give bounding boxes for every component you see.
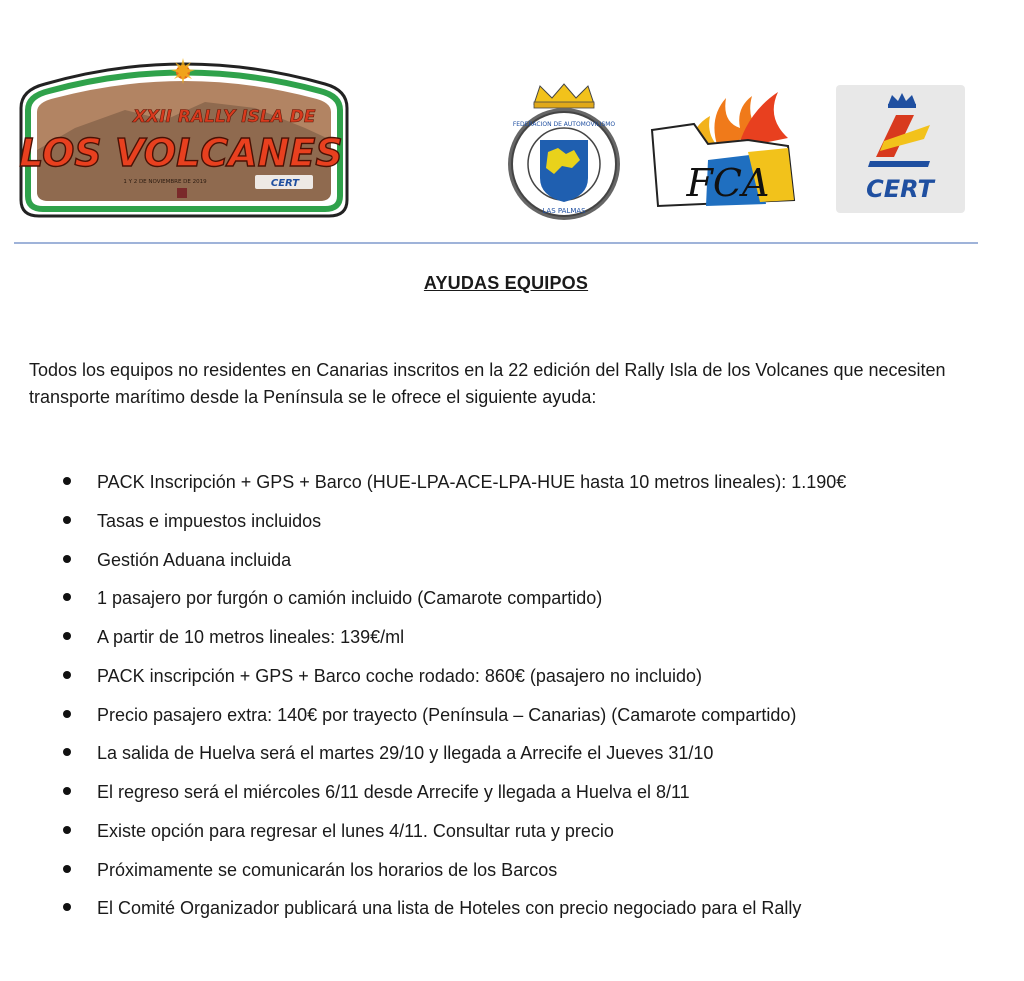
rally-title-main: LOS VOLCANES (19, 131, 343, 175)
list-item-text: A partir de 10 metros lineales: 139€/ml (97, 627, 405, 647)
benefits-list (0, 468, 1024, 933)
bullet-icon (63, 865, 71, 873)
document-header (0, 0, 1024, 250)
list-item (0, 584, 1024, 623)
list-item-text: Precio pasajero extra: 140€ por trayecto (Península – Canarias) (Camarote compartido) (97, 704, 797, 725)
fed-text-bottom: LAS PALMAS (542, 207, 586, 215)
federation-logo (500, 82, 628, 222)
list-item (0, 817, 1024, 856)
list-item-text: Gestión Aduana incluida (97, 549, 292, 570)
page-title: AYUDAS EQUIPOS (423, 273, 589, 293)
bullet-icon (63, 555, 71, 563)
list-item (0, 894, 1024, 933)
list-item-text: PACK Inscripción + GPS + Barco (HUE-LPA-ACE-LPA-HUE hasta 10 metros lineales): 1.190€ (97, 472, 847, 492)
list-item-text: 1 pasajero por furgón o camión incluido (Camarote compartido) (97, 588, 603, 609)
list-item (0, 623, 1024, 662)
list-item (0, 662, 1024, 701)
bullet-icon (63, 710, 71, 718)
rally-dates: 1 Y 2 DE NOVIEMBRE DE 2019 (123, 179, 207, 185)
list-item-text: La salida de Huelva será el martes 29/10 y llegada a Arrecife el Jueves 31/10 (97, 743, 714, 764)
list-item (0, 778, 1024, 817)
bullet-icon (63, 748, 71, 756)
list-item-text: Tasas e impuestos incluidos (97, 510, 322, 531)
header-divider (14, 242, 978, 244)
list-item (0, 507, 1024, 546)
list-item-text: El regreso será el miércoles 6/11 desde Arrecife y llegada a Huelva el 8/11 (97, 782, 690, 802)
rally-title-top: XXII RALLY ISLA DE (133, 107, 316, 127)
bullet-icon (63, 632, 71, 640)
list-item (0, 468, 1024, 507)
bullet-icon (63, 671, 71, 679)
bullet-icon (63, 516, 71, 524)
fca-logo (648, 88, 798, 213)
list-item (0, 701, 1024, 740)
cert-logo (836, 85, 965, 213)
list-item (0, 739, 1024, 778)
bullet-icon (63, 787, 71, 795)
list-item-text: Existe opción para regresar el lunes 4/11. Consultar ruta y precio (97, 820, 614, 841)
list-item (0, 856, 1024, 895)
list-item-text: El Comité Organizador publicará una lista de Hoteles con precio negociado para el Rally (97, 898, 802, 919)
fca-text: FCA (686, 161, 770, 205)
crown-icon (888, 93, 916, 108)
bullet-icon (63, 903, 71, 911)
list-item-text: PACK inscripción + GPS + Barco coche rodado: 860€ (pasajero no incluido) (97, 665, 703, 686)
rally-plate-logo (15, 50, 353, 222)
list-item (0, 546, 1024, 585)
rally-cert-badge: CERT (270, 178, 300, 189)
fed-text-top: FEDERACION DE AUTOMOVILISMO (512, 121, 616, 128)
crest-icon (177, 188, 187, 198)
bullet-icon (63, 477, 71, 485)
list-item-text: Próximamente se comunicarán los horarios de los Barcos (97, 859, 558, 880)
bullet-icon (63, 826, 71, 834)
intro-paragraph: Todos los equipos no residentes en Canarias inscritos en la 22 edición del Rally Isla de los Volcanes que necesiten transporte marítimo desde la Península se le ofrece el siguiente ayuda: (29, 360, 946, 407)
bullet-icon (63, 593, 71, 601)
cert-text: CERT (866, 175, 934, 203)
crown-icon (534, 84, 594, 108)
